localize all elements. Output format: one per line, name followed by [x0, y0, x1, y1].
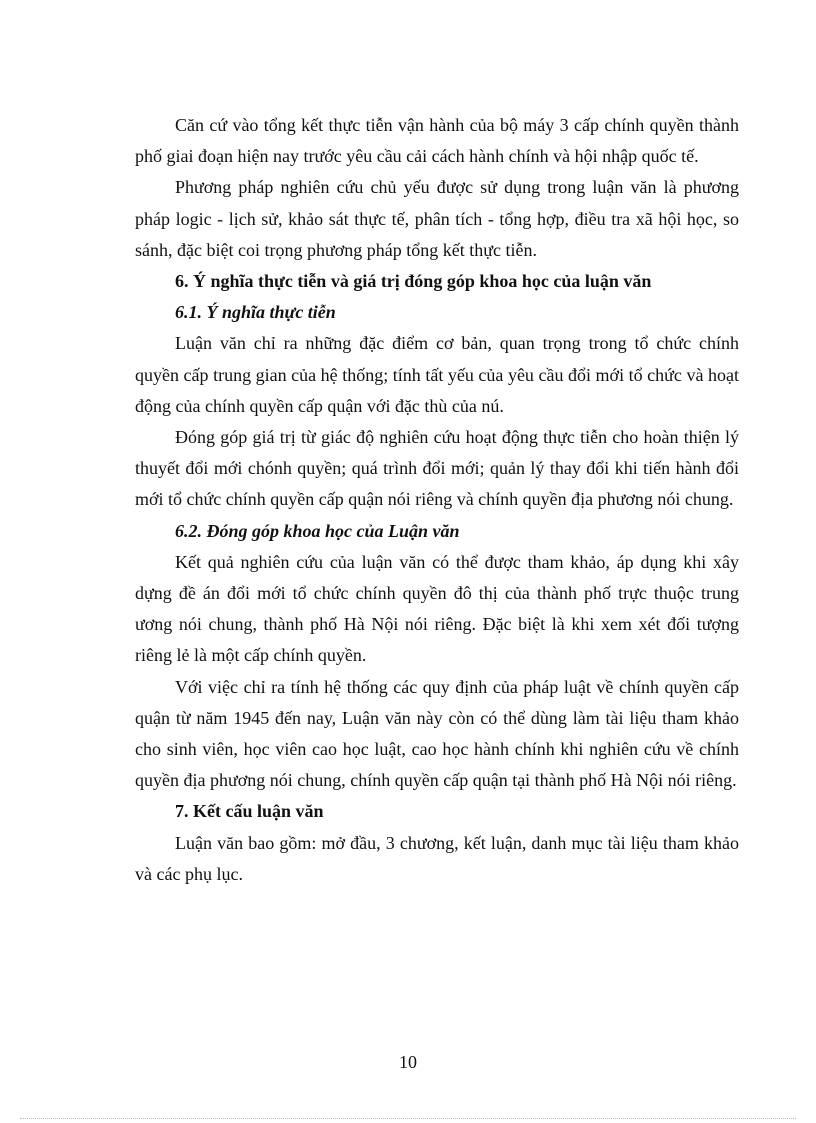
section-heading-6: 6. Ý nghĩa thực tiễn và giá trị đóng góp khoa học của luận văn [175, 271, 652, 292]
paragraph-basis: Căn cứ vào tổng kết thực tiễn vận hành của bộ máy 3 cấp chính quyền thành phố giai đoạn hiện nay trước yêu cầu cải cách hành chính và hội nhập quốc tế. [135, 115, 739, 167]
paragraph-practical-significance: Luận văn chỉ ra những đặc điểm cơ bản, quan trọng trong tổ chức chính quyền cấp trung gian của hệ thống; tính tất yếu của yêu cầu đổi mới tổ chức và hoạt động của chính quyền cấp quận với đặc thù của nú. [135, 333, 739, 416]
page-content [135, 110, 739, 890]
section-heading-7: 7. Kết cấu luận văn [175, 801, 324, 822]
subsection-heading-6-2: 6.2. Đóng góp khoa học của Luận văn [175, 520, 460, 541]
paragraph-research-methods: Phương pháp nghiên cứu chủ yếu được sử dụng trong luận văn là phương pháp logic - lịch sử, khảo sát thực tế, phân tích - tổng hợp, điều tra xã hội học, so sánh, đặc biệt coi trọng phương pháp tổng kết thực tiễn. [135, 177, 739, 260]
page-bottom-border [20, 1118, 796, 1119]
paragraph-structure: Luận văn bao gồm: mở đầu, 3 chương, kết luận, danh mục tài liệu tham khảo và các phụ lục. [135, 832, 739, 884]
paragraph-reference-use: Với việc chỉ ra tính hệ thống các quy định của pháp luật về chính quyền cấp quận từ năm 1945 đến nay, Luận văn này còn có thể dùng làm tài liệu tham khảo cho sinh viên, học viên cao học luật, cao học hành chính khi nghiên cứu về chính quyền địa phương nói chung, chính quyền cấp quận tại thành phố Hà Nội nói riêng. [135, 676, 739, 791]
subsection-heading-6-1: 6.1. Ý nghĩa thực tiễn [175, 302, 336, 323]
paragraph-contribution: Đóng góp giá trị từ giác độ nghiên cứu hoạt động thực tiễn cho hoàn thiện lý thuyết đổi mới chónh quyền; quá trình đổi mới; quản lý thay đổi khi tiến hành đổi mới tổ chức chính quyền cấp quận nói riêng và chính quyền địa phương nói chung. [135, 427, 739, 510]
page-number: 10 [399, 1052, 417, 1072]
paragraph-research-results: Kết quả nghiên cứu của luận văn có thể được tham khảo, áp dụng khi xây dựng đề án đổi mới tổ chức chính quyền đô thị của thành phố trực thuộc trung ương nói chung, thành phố Hà Nội nói riêng. Đặc biệt là khi xem xét đối tượng riêng lẻ là một cấp chính quyền. [135, 551, 739, 666]
